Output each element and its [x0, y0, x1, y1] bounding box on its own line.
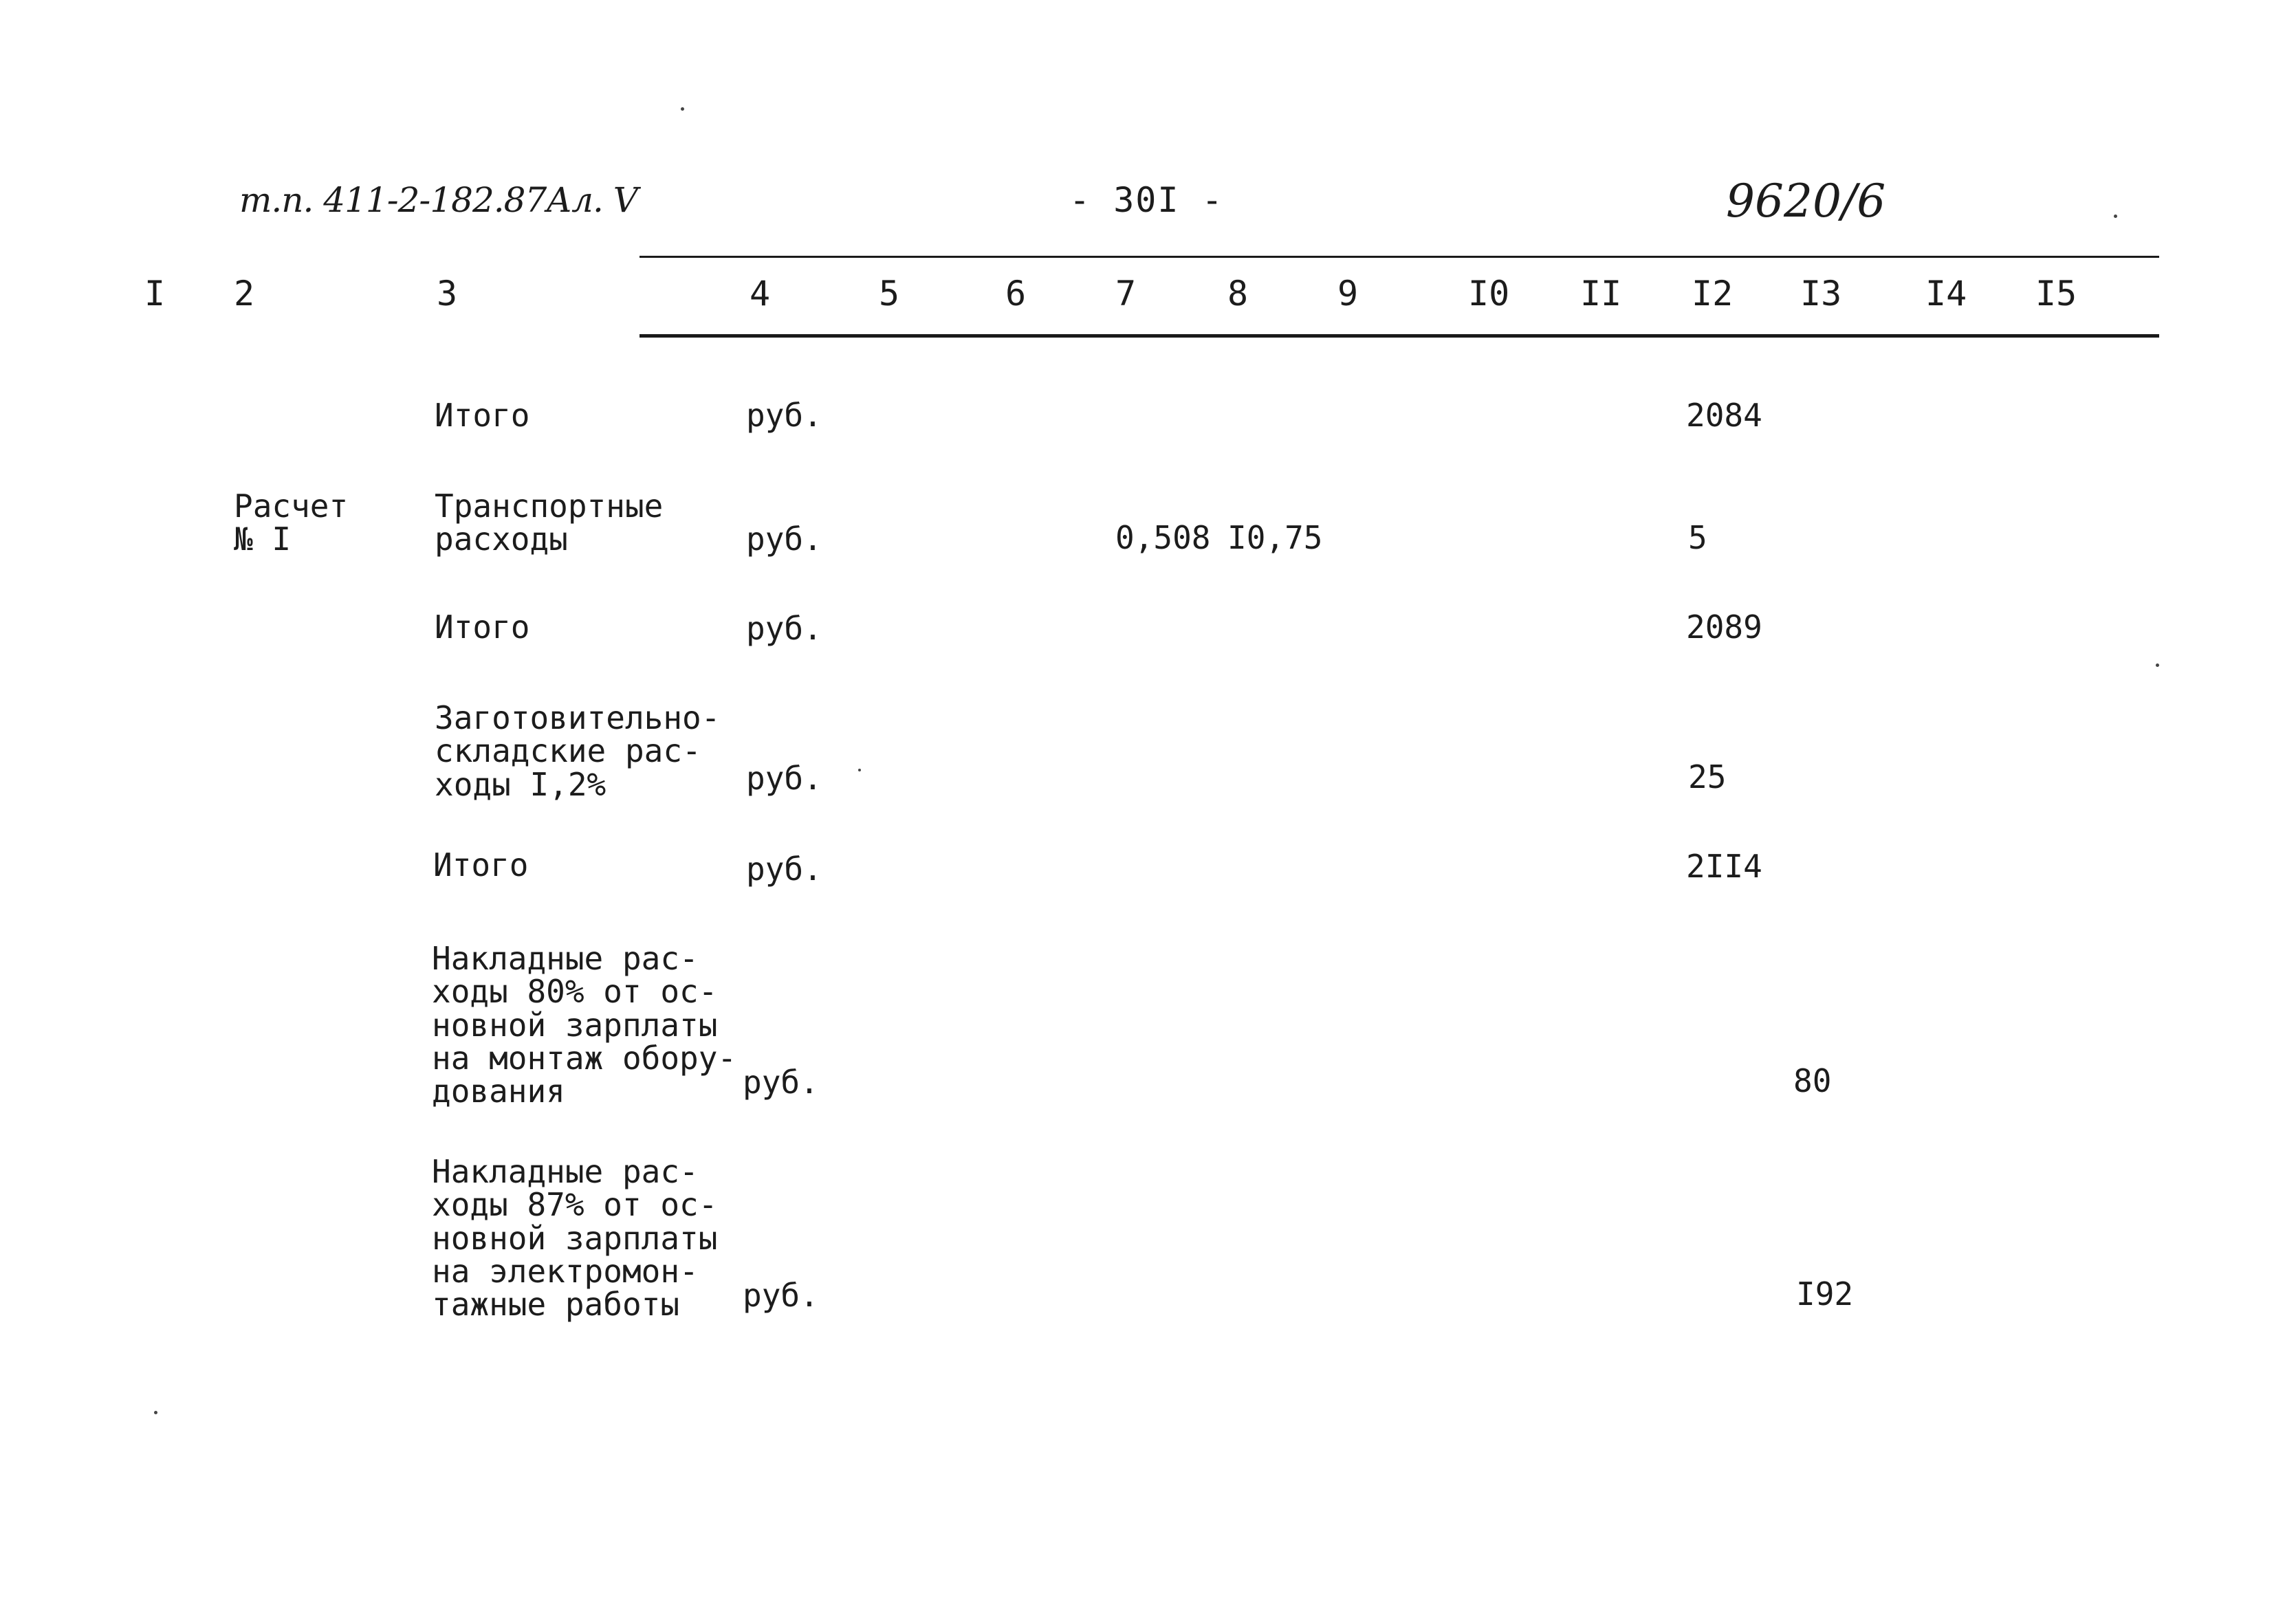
row-name: Итого: [435, 397, 530, 434]
row-unit: руб.: [746, 851, 822, 888]
column-header-13: I3: [1800, 274, 1842, 314]
column-header-12: I2: [1692, 274, 1734, 314]
column-header-8: 8: [1227, 274, 1249, 314]
row-unit: руб.: [746, 610, 822, 647]
sheet-number: 9620/6: [1726, 175, 1886, 228]
row-unit: руб.: [746, 520, 822, 558]
row-name: Заготовительно- складские рас- ходы I,2%: [435, 699, 721, 803]
row-value-col8: I0,75: [1227, 519, 1323, 556]
row-value-col12: 2084: [1686, 397, 1762, 434]
row-name: Накладные рас- ходы 87% от ос- новной зарплаты на электромон- тажные работы: [432, 1153, 718, 1324]
scan-speck: [154, 1411, 157, 1414]
column-header-5: 5: [879, 274, 900, 314]
column-header-6: 6: [1005, 274, 1027, 314]
header-bottom-rule: [639, 334, 2159, 338]
column-header-11: II: [1580, 274, 1622, 314]
scan-speck: [2114, 215, 2117, 218]
column-header-7: 7: [1115, 274, 1137, 314]
row-unit: руб.: [746, 397, 822, 434]
header-top-rule: [639, 256, 2159, 258]
column-header-2: 2: [234, 274, 255, 314]
column-header-1: I: [144, 274, 166, 314]
column-header-10: I0: [1468, 274, 1510, 314]
column-header-4: 4: [750, 274, 771, 314]
row-value-col12: 5: [1688, 519, 1707, 556]
column-header-14: I4: [1925, 274, 1967, 314]
column-header-9: 9: [1337, 274, 1359, 314]
row-value-col12: 25: [1688, 758, 1727, 795]
scan-speck: [681, 107, 684, 111]
row-unit: руб.: [743, 1064, 819, 1101]
column-header-3: 3: [437, 274, 458, 314]
row-name: Транспортные расходы: [435, 487, 664, 558]
scan-speck: [858, 769, 861, 771]
row-value-col12: 2089: [1686, 608, 1762, 646]
document-code: т.п. 411-2-182.87Ал. V: [239, 180, 637, 220]
row-name: Итого: [433, 846, 529, 884]
row-value-col12: 2II4: [1686, 848, 1762, 885]
row-unit: руб.: [746, 760, 822, 797]
row-value-col13: I92: [1796, 1275, 1854, 1313]
row-unit: руб.: [743, 1277, 819, 1314]
row-name: Накладные рас- ходы 80% от ос- новной зарплаты на монтаж обору- дования: [432, 940, 737, 1110]
row-value-col7: 0,508: [1115, 519, 1211, 556]
row-reference: Расчет № I: [234, 487, 349, 558]
page-number: - 30I -: [1069, 180, 1224, 220]
scan-speck: [2156, 663, 2159, 667]
row-value-col13: 80: [1793, 1062, 1832, 1099]
column-header-15: I5: [2035, 274, 2077, 314]
row-name: Итого: [435, 608, 530, 646]
